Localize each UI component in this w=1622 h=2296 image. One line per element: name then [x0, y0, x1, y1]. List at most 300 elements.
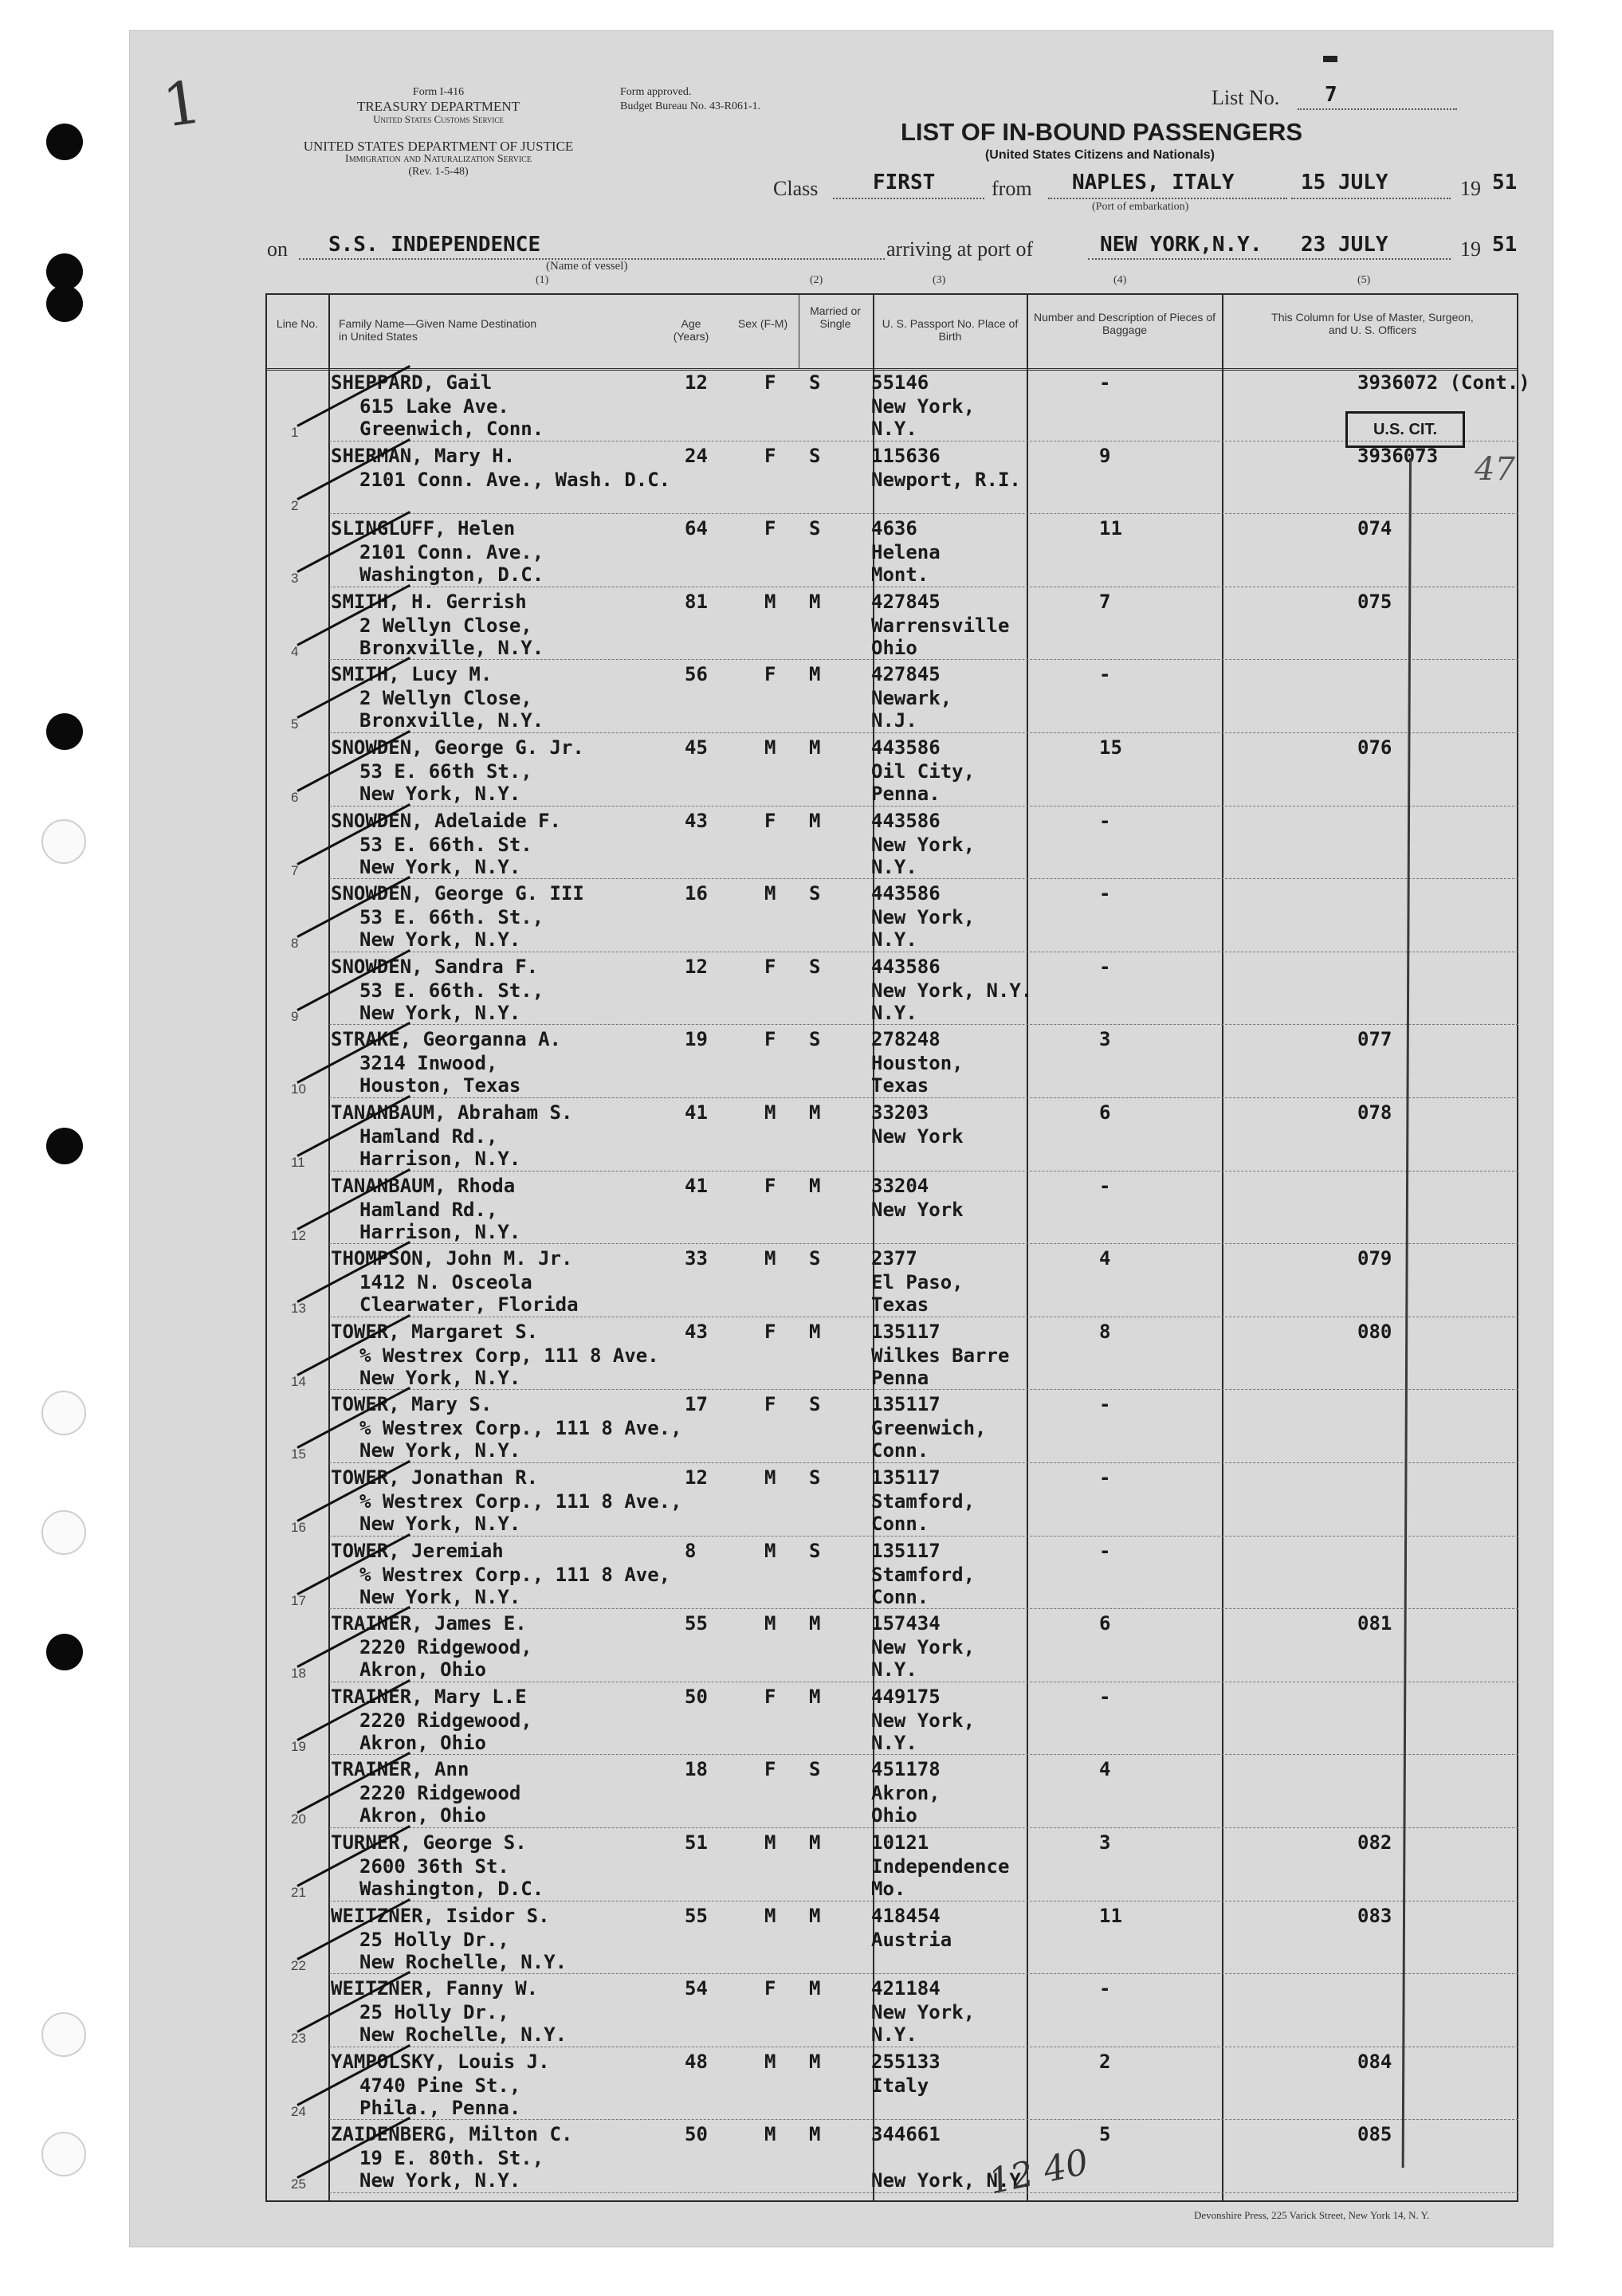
row-rule [329, 806, 1518, 807]
row-rule [329, 1973, 1518, 1974]
age-value: 51 [685, 1831, 708, 1854]
passport-number: 443586 [871, 955, 941, 978]
sex-value: M [764, 1612, 776, 1635]
line-number: 2 [291, 497, 299, 513]
age-value: 8 [685, 1539, 697, 1562]
marital-status: M [809, 2050, 821, 2073]
rev-label: (Rev. 1-5-48) [408, 166, 469, 178]
punch-hole [41, 2132, 86, 2176]
birthplace-line-2: N.J. [871, 709, 917, 732]
address-line-1: 53 E. 66th St., [359, 760, 532, 783]
address-line-2: Washington, D.C. [359, 1878, 544, 1900]
table-row [265, 1026, 1518, 1098]
line-number: 21 [291, 1885, 306, 1900]
address-line-1: 53 E. 66th. St., [359, 906, 544, 929]
baggage-count: 4 [1099, 1758, 1111, 1781]
address-line-1: 1412 N. Osceola [359, 1271, 532, 1294]
officer-note: 081 [1357, 1612, 1392, 1635]
passport-number: 344661 [871, 2123, 941, 2146]
birthplace-line-1: Wilkes Barre [871, 1344, 1010, 1367]
passenger-name: SNOWDEN, George G. III [331, 882, 584, 905]
passport-number: 10121 [871, 1831, 929, 1854]
form-subtitle: (United States Citizens and Nationals) [984, 148, 1216, 162]
row-rule [329, 1171, 1518, 1172]
birthplace-line-1: Oil City, [871, 760, 976, 783]
ins-label: Immigration and Naturalization Service [345, 153, 532, 165]
line-number: 23 [291, 2031, 306, 2047]
officer-note: 085 [1357, 2123, 1392, 2146]
passport-number: 135117 [871, 1320, 941, 1343]
table-row [265, 1683, 1518, 1756]
passport-number: 449175 [871, 1685, 941, 1708]
line-number: 10 [291, 1081, 306, 1097]
address-line-1: 3214 Inwood, [359, 1052, 498, 1075]
age-value: 50 [685, 2123, 708, 2146]
line-number: 16 [291, 1520, 306, 1535]
marital-status: M [809, 663, 821, 686]
age-value: 56 [685, 663, 708, 686]
table-row [265, 807, 1518, 880]
line-number: 5 [291, 716, 299, 732]
address-line-2: New Rochelle, N.Y. [359, 1950, 568, 1973]
passport-number: 135117 [871, 1539, 941, 1562]
birthplace-line-2: Conn. [871, 1585, 929, 1608]
class-line [833, 198, 984, 199]
punch-hole [41, 2012, 86, 2057]
marital-status: M [809, 590, 821, 613]
age-value: 12 [685, 1466, 708, 1489]
baggage-count: 6 [1099, 1101, 1111, 1124]
row-rule [329, 2119, 1518, 2120]
marital-status: S [809, 1758, 821, 1781]
passport-number: 135117 [871, 1393, 941, 1416]
sex-value: F [764, 371, 776, 394]
birthplace-line-2: Texas [871, 1293, 929, 1317]
passport-number: 421184 [871, 1977, 941, 2000]
row-rule [329, 1608, 1518, 1609]
baggage-count: - [1099, 1685, 1111, 1708]
table-row [265, 880, 1518, 952]
sex-value: M [764, 590, 776, 613]
address-line-1: Hamland Rd., [359, 1125, 498, 1148]
sex-value: F [764, 1320, 776, 1343]
sex-value: M [764, 2050, 776, 2073]
birthplace-line-1: Greenwich, [871, 1417, 987, 1440]
marital-status: M [809, 736, 821, 759]
passenger-name: THOMPSON, John M. Jr. [331, 1247, 573, 1270]
list-no-line [1298, 108, 1457, 110]
table-row [265, 588, 1518, 661]
address-line-1: % Westrex Corp., 111 8 Ave., [359, 1417, 682, 1440]
punch-hole [46, 285, 83, 322]
line-number: 19 [291, 1738, 306, 1754]
address-line-2: New York, N.Y. [359, 2169, 521, 2192]
passport-number: 4636 [871, 517, 917, 540]
passenger-name: TANANBAUM, Abraham S. [331, 1101, 573, 1124]
punch-hole [41, 819, 86, 864]
address-line-1: 2 Wellyn Close, [359, 614, 532, 637]
table-row [265, 734, 1518, 807]
arrival-date: 23 JULY [1301, 233, 1388, 257]
marital-status: M [809, 1612, 821, 1635]
address-line-1: 2 Wellyn Close, [359, 687, 532, 710]
sex-value: F [764, 1685, 776, 1708]
table-row [265, 1610, 1518, 1682]
address-line-2: New Rochelle, N.Y. [359, 2023, 568, 2047]
row-rule [329, 1462, 1518, 1463]
class-value: FIRST [873, 171, 936, 194]
birthplace-line-1: Italy [871, 2074, 929, 2097]
officer-note: 074 [1357, 517, 1392, 540]
class-label: Class [773, 177, 819, 200]
address-line-2: New York, N.Y. [359, 1513, 521, 1535]
col-header-officers: This Column for Use of Master, Surgeon, and U. S. Officers [1271, 311, 1474, 336]
baggage-count: 8 [1099, 1320, 1111, 1343]
table-row [265, 2121, 1518, 2193]
col-num-4: (4) [1113, 274, 1127, 286]
vessel-caption: (Name of vessel) [546, 260, 628, 273]
birthplace-line-2: Ohio [871, 636, 917, 659]
age-value: 12 [685, 371, 708, 394]
officer-note: 077 [1357, 1028, 1392, 1051]
col-header-married: Married or Single [810, 304, 861, 330]
sex-value: M [764, 1466, 776, 1489]
baggage-count: 3 [1099, 1028, 1111, 1051]
baggage-count: - [1099, 371, 1111, 394]
age-value: 48 [685, 2050, 708, 2073]
address-line-1: 2101 Conn. Ave., [359, 541, 544, 564]
port-embark-value: NAPLES, ITALY [1072, 171, 1235, 194]
passenger-name: SMITH, Lucy M. [331, 663, 493, 686]
depart-date-line [1291, 198, 1451, 199]
baggage-count: - [1099, 955, 1111, 978]
sex-value: F [764, 1028, 776, 1051]
line-number: 3 [291, 571, 299, 587]
arriving-label: arriving at port of [886, 237, 1034, 261]
baggage-count: - [1099, 1977, 1111, 2000]
sex-value: F [764, 663, 776, 686]
address-line-2: Harrison, N.Y. [359, 1220, 521, 1243]
corner-mark [1323, 56, 1337, 62]
passport-number: 443586 [871, 736, 941, 759]
row-rule [329, 1827, 1518, 1828]
address-line-1: % Westrex Corp., 111 8 Ave., [359, 1490, 682, 1513]
row-rule [329, 1754, 1518, 1755]
birthplace-line-1: New York, [871, 906, 976, 929]
birthplace-line-1: Houston, [871, 1052, 964, 1075]
table-row [265, 369, 1530, 442]
address-line-2: New York, N.Y. [359, 1001, 521, 1024]
row-rule [329, 1536, 1518, 1537]
marital-status: M [809, 1831, 821, 1854]
line-number: 12 [291, 1227, 306, 1243]
age-value: 41 [685, 1101, 708, 1124]
address-line-2: Greenwich, Conn. [359, 418, 544, 440]
address-line-2: Akron, Ohio [359, 1658, 486, 1682]
birthplace-line-2: N.Y. [871, 855, 917, 878]
table-row [265, 661, 1518, 733]
passenger-name: TOWER, Jonathan R. [331, 1466, 539, 1489]
age-value: 43 [685, 809, 708, 832]
sex-value: F [764, 1758, 776, 1781]
row-rule [329, 659, 1518, 660]
birthplace-line-2: N.Y. [871, 418, 917, 440]
table-row [265, 515, 1518, 587]
address-line-2: New York, N.Y. [359, 1585, 521, 1608]
table-row [265, 953, 1518, 1026]
table-row [265, 1391, 1518, 1463]
sex-value: F [764, 809, 776, 832]
passport-number: 443586 [871, 809, 941, 832]
birthplace-line-1: New York [871, 1198, 964, 1221]
baggage-count: 5 [1099, 2123, 1111, 2146]
sex-value: M [764, 1247, 776, 1270]
address-line-1: 615 Lake Ave. [359, 395, 509, 418]
sex-value: F [764, 1393, 776, 1416]
handwritten-note: 12 40 [985, 2141, 1092, 2203]
punch-hole [46, 1128, 83, 1164]
birthplace-line-2: N.Y. [871, 1658, 917, 1682]
officer-note: 082 [1357, 1831, 1392, 1854]
birthplace-line-2: Conn. [871, 1439, 929, 1462]
baggage-count: - [1099, 663, 1111, 686]
address-line-1: % Westrex Corp., 111 8 Ave, [359, 1563, 671, 1586]
vessel-name: S.S. INDEPENDENCE [328, 233, 541, 257]
passenger-name: TRAINER, Ann [331, 1758, 469, 1781]
birthplace-line-1: Warrensville [871, 614, 1010, 637]
col-header-sex: Sex (F-M) [737, 317, 788, 330]
age-value: 19 [685, 1028, 708, 1051]
passport-number: 427845 [871, 590, 941, 613]
address-line-2: Bronxville, N.Y. [359, 709, 544, 732]
table-row [265, 1829, 1518, 1902]
sex-value: F [764, 1174, 776, 1197]
birthplace-line-1: Independence [871, 1855, 1010, 1878]
marital-status: S [809, 1466, 821, 1489]
passenger-name: TOWER, Jeremiah [331, 1539, 504, 1562]
depart-date: 15 JULY [1301, 171, 1388, 194]
line-number: 8 [291, 936, 299, 952]
line-number: 6 [291, 790, 299, 805]
passport-number: 55146 [871, 371, 929, 394]
age-value: 50 [685, 1685, 708, 1708]
page-mark: 1 [159, 68, 206, 141]
passenger-name: SNOWDEN, Adelaide F. [331, 809, 561, 832]
marital-status: S [809, 1539, 821, 1562]
line-number: 18 [291, 1666, 306, 1682]
sex-value: M [764, 1539, 776, 1562]
line-number: 11 [291, 1155, 305, 1170]
age-value: 18 [685, 1758, 708, 1781]
birthplace-line-2: Penna [871, 1366, 929, 1389]
sex-value: M [764, 882, 776, 905]
age-value: 41 [685, 1174, 708, 1197]
baggage-count: - [1099, 882, 1111, 905]
officer-note: 084 [1357, 2050, 1392, 2073]
address-line-1: 19 E. 80th. St., [359, 2147, 544, 2170]
row-rule [329, 732, 1518, 733]
birthplace-line-1: El Paso, [871, 1271, 964, 1294]
birthplace-line-2: Ohio [871, 1804, 917, 1827]
marital-status: S [809, 955, 821, 978]
birthplace-line-1: New York, [871, 1709, 976, 1732]
address-line-2: Bronxville, N.Y. [359, 636, 544, 659]
officer-note: 3936073 [1357, 444, 1439, 467]
port-embark-line [1048, 198, 1287, 199]
col-header-baggage: Number and Description of Pieces of Baggage [1034, 311, 1216, 336]
marital-status: S [809, 1028, 821, 1051]
line-number: 9 [291, 1008, 299, 1024]
birthplace-line-1: Newport, R.I. [871, 468, 1021, 491]
age-value: 54 [685, 1977, 708, 2000]
passport-number: 427845 [871, 663, 941, 686]
marital-status: S [809, 1247, 821, 1270]
address-line-2: Akron, Ohio [359, 1731, 486, 1754]
line-number: 25 [291, 2176, 306, 2192]
marital-status: S [809, 1393, 821, 1416]
birthplace-line-1: Newark, [871, 687, 952, 710]
col-num-1: (1) [536, 274, 549, 286]
baggage-count: - [1099, 1466, 1111, 1489]
col-num-3: (3) [933, 274, 946, 286]
punch-hole [46, 713, 83, 750]
address-line-2: Clearwater, Florida [359, 1293, 579, 1317]
passenger-name: TANANBAUM, Rhoda [331, 1174, 516, 1197]
passport-number: 451178 [871, 1758, 941, 1781]
table-row [265, 1245, 1518, 1317]
passport-number: 418454 [871, 1904, 941, 1927]
line-number: 14 [291, 1373, 306, 1389]
punch-hole [41, 1391, 86, 1435]
row-rule [329, 878, 1518, 879]
sex-value: M [764, 1101, 776, 1124]
table-row [265, 1464, 1518, 1537]
age-value: 43 [685, 1320, 708, 1343]
form-approved: Form approved. [620, 86, 692, 98]
marital-status: M [809, 1685, 821, 1708]
birthplace-line-1: Akron, [871, 1782, 941, 1805]
table-row [265, 2048, 1518, 2121]
on-label: on [267, 237, 288, 261]
address-line-2: Houston, Texas [359, 1074, 521, 1097]
arrival-year-prefix: 19 [1460, 237, 1481, 261]
line-number: 15 [291, 1446, 306, 1462]
birthplace-line-1: New York [871, 1125, 964, 1148]
passenger-name: WEITZNER, Fanny W. [331, 1977, 539, 2000]
baggage-count: - [1099, 1174, 1111, 1197]
passenger-name: TOWER, Mary S. [331, 1393, 493, 1416]
address-line-1: 2220 Ridgewood [359, 1782, 521, 1805]
birthplace-line-2: Texas [871, 1074, 929, 1097]
line-number: 24 [291, 2103, 306, 2119]
address-line-2: Phila., Penna. [359, 2096, 521, 2119]
sex-value: M [764, 736, 776, 759]
passenger-name: SHERMAN, Mary H. [331, 444, 516, 467]
birthplace-line-1: Austria [871, 1928, 952, 1951]
address-line-2: New York, N.Y. [359, 1439, 521, 1462]
address-line-2: New York, N.Y. [359, 928, 521, 952]
address-line-2: Washington, D.C. [359, 563, 544, 587]
baggage-count: - [1099, 1539, 1111, 1562]
birthplace-line-2: Mo. [871, 1878, 906, 1900]
citizen-stamp: U.S. CIT. [1345, 411, 1465, 448]
address-line-1: 2101 Conn. Ave., Wash. D.C. [359, 468, 671, 491]
arrival-year: 51 [1492, 233, 1518, 257]
passenger-name: STRAKE, Georganna A. [331, 1028, 561, 1051]
sex-value: M [764, 2123, 776, 2146]
passport-number: 135117 [871, 1466, 941, 1489]
table-row [265, 1975, 1518, 2047]
row-rule [329, 2192, 1518, 2193]
birthplace-line-2: Conn. [871, 1513, 929, 1535]
officer-note: 083 [1357, 1904, 1392, 1927]
baggage-count: - [1099, 809, 1111, 832]
address-line-1: 2600 36th St. [359, 1855, 509, 1878]
passport-number: 157434 [871, 1612, 941, 1635]
passenger-name: ZAIDENBERG, Milton C. [331, 2123, 573, 2146]
punch-hole [46, 1634, 83, 1670]
officer-note: 078 [1357, 1101, 1392, 1124]
birthplace-line-1: New York, [871, 1636, 976, 1659]
passport-number: 2377 [871, 1247, 917, 1270]
address-line-2: New York, N.Y. [359, 855, 521, 878]
table-row [265, 1172, 1518, 1245]
marital-status: M [809, 2123, 821, 2146]
port-embark-caption: (Port of embarkation) [1092, 201, 1189, 213]
baggage-count: 11 [1099, 517, 1122, 540]
age-value: 17 [685, 1393, 708, 1416]
age-value: 64 [685, 517, 708, 540]
age-value: 55 [685, 1612, 708, 1635]
address-line-1: 53 E. 66th. St., [359, 979, 544, 1002]
marital-status: M [809, 1101, 821, 1124]
sex-value: F [764, 1977, 776, 2000]
passport-number: 443586 [871, 882, 941, 905]
justice-dept: UNITED STATES DEPARTMENT OF JUSTICE [303, 139, 574, 154]
passport-number: 255133 [871, 2050, 941, 2073]
form-number: Form I-416 [412, 86, 465, 98]
table-row [265, 1099, 1518, 1172]
marital-status: M [809, 1904, 821, 1927]
baggage-count: 11 [1099, 1904, 1122, 1927]
col-header-line: Line No. [276, 317, 319, 330]
passenger-name: TOWER, Margaret S. [331, 1320, 539, 1343]
col-header-age: Age (Years) [673, 317, 709, 343]
address-line-2: Akron, Ohio [359, 1804, 486, 1827]
address-line-2: Harrison, N.Y. [359, 1148, 521, 1170]
age-value: 24 [685, 444, 708, 467]
passenger-name: SNOWDEN, George G. Jr. [331, 736, 584, 759]
birthplace-line-1: Helena [871, 541, 941, 564]
sex-value: F [764, 517, 776, 540]
table-row [265, 1756, 1518, 1828]
address-line-1: % Westrex Corp, 111 8 Ave. [359, 1344, 659, 1367]
form-title: LIST OF IN-BOUND PASSENGERS [901, 118, 1303, 146]
treasury-dept: TREASURY DEPARTMENT [356, 99, 520, 114]
table-row [265, 1537, 1518, 1610]
line-number: 7 [291, 862, 299, 878]
list-no-label: List No. [1212, 86, 1280, 109]
baggage-count: 6 [1099, 1612, 1111, 1635]
birthplace-line-2: Mont. [871, 563, 929, 587]
passport-number: 33203 [871, 1101, 929, 1124]
col-header-name: Family Name—Given Name Destination in United States [339, 317, 537, 343]
marital-status: M [809, 1977, 821, 2000]
baggage-count: 7 [1099, 590, 1111, 613]
printer-imprint: Devonshire Press, 225 Varick Street, New York 14, N. Y. [1194, 2209, 1430, 2221]
sex-value: M [764, 1831, 776, 1854]
row-rule [329, 1389, 1518, 1390]
